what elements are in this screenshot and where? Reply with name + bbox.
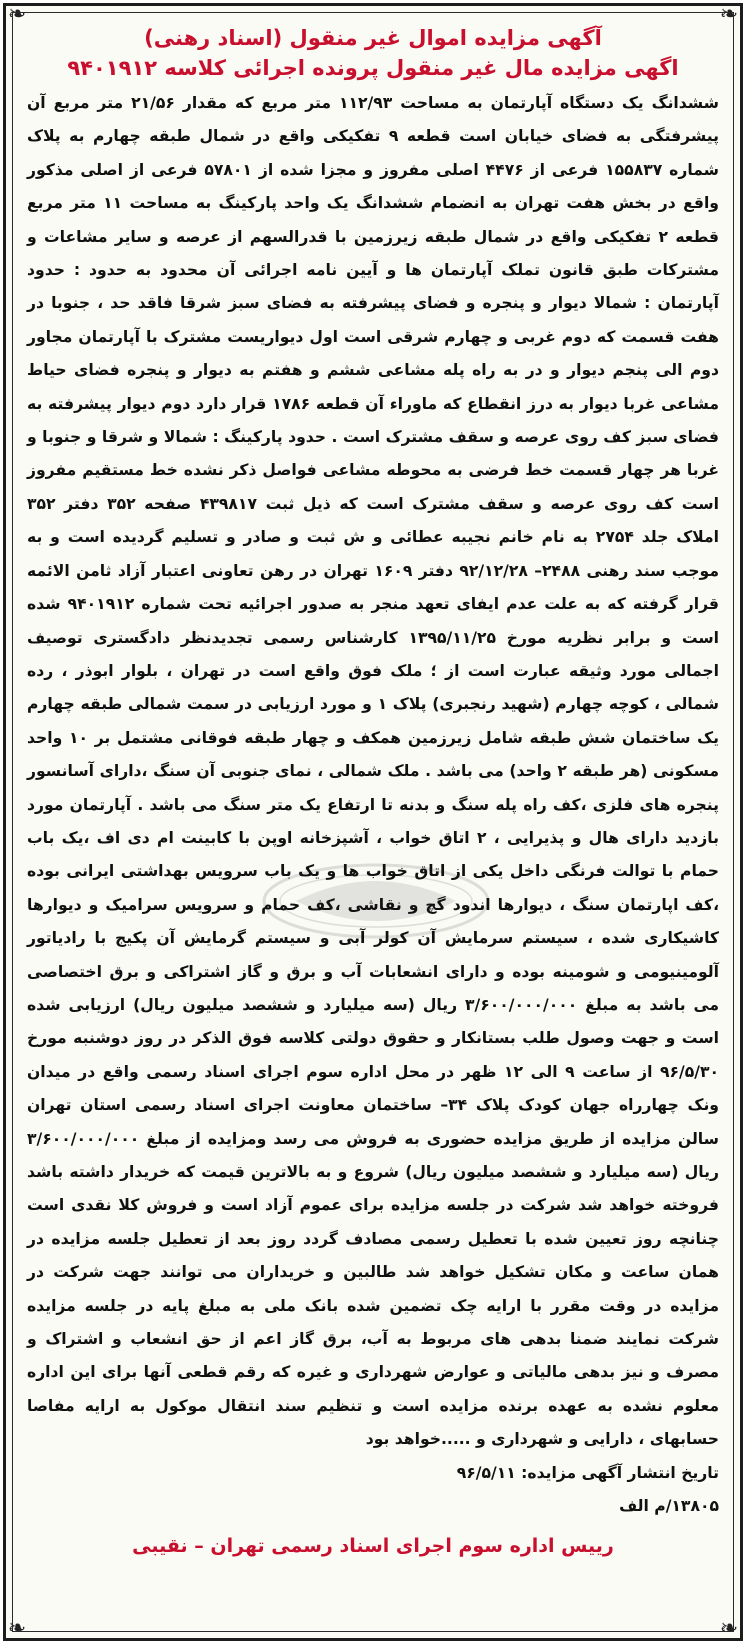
notice-subtitle: اگهی مزایده مال غیر منقول پرونده اجرائی کلاسه ۹۴۰۱۹۱۲: [67, 56, 679, 80]
notice-inner-frame: [12, 12, 734, 1632]
corner-ornament-icon: ❧: [719, 1616, 739, 1641]
corner-ornament-icon: ❧: [719, 2, 739, 27]
signature-line: رییس اداره سوم اجرای اسناد رسمی تهران – نقیبی: [132, 1535, 614, 1558]
reference-code: ۱۳۸۰۵/م الف: [619, 1497, 719, 1516]
notice-frame: [3, 3, 743, 1641]
publish-date: تاریخ انتشار آگهی مزایده: ۹۶/۵/۱۱: [456, 1463, 719, 1482]
notice-body: ششدانگ یک دستگاه آپارتمان به مساحت ۱۱۲/۹۳ متر مربع که مقدار ۲۱/۵۶ متر مربع آن پیشرفتگی به فضای خیابان است قطعه ۹ تفکیکی واقع در شمال طبقه چهارم به پلاک شماره ۱۵۵۸۳۷ فرعی از ۴۴۷۶ اصلی مفروز و مجزا شده از ۵۷۸۰۱ فرعی از اصلی مذکور واقع در بخش هفت تهران به انضمام ششدانگ یک واحد پارکینگ به مساحت ۱۱ متر مربع قطعه ۲ تفکیکی واقع در شمال طبقه زیرزمین با قدرالسهم از عرصه و سایر مشاعات و مشترکات طبق قانون تملک آپارتمان ها و آیین نامه اجرائی آن محدود به حدود : حدود آپارتمان : شمالا دیوار و پنجره و فضای پیشرفته به فضای سبز شرقا فاقد حد ، جنوبا در هفت قسمت که دوم غربی و چهارم شرقی است اول دیواریست مشترک با آپارتمان مجاور دوم الی پنجم دیوار و در به راه پله مشاعی ششم و هفتم به دیوار و پنجره فضای حیاط مشاعی غربا دیوار به درز انقطاع که ماوراء آن قطعه ۱۷۸۶ قرار دارد دوم دیوار پیشرفته به فضای سبز کف روی عرصه و سقف مشترک است . حدود پارکینگ : شمالا و شرقا و جنوبا و غربا هر چهار قسمت خط فرضی به محوطه مشاعی فواصل ذکر نشده خط مستقیم مفروز است کف روی عرصه و سقف مشترک است که ذیل ثبت ۴۳۹۸۱۷ صفحه ۳۵۲ دفتر ۳۵۲ املاک جلد ۲۷۵۴ به نام خانم نجیبه عطائی و ش ثبت و صادر و تسلیم گردیده است و به موجب سند رهنی ۲۴۸۸– ۹۲/۱۲/۲۸ دفتر ۱۶۰۹ تهران در رهن تعاونی اعتبار آزاد ثامن الائمه قرار گرفته که به علت عدم ایفای تعهد منجر به صدور اجرائیه تحت شماره ۹۴۰۱۹۱۲ شده است و برابر نظریه مورخ ۱۳۹۵/۱۱/۲۵ کارشناس رسمی تجدیدنظر دادگستری توصیف اجمالی مورد وثیقه عبارت است از ؛ ملک فوق واقع است در تهران ، بلوار ابوذر ، رده شمالی ، کوچه چهارم (شهید رنجبری) پلاک ۱ و مورد ارزیابی در سمت شمالی طبقه چهارم یک ساختمان شش طبقه شامل زیرزمین همکف و چهار طبقه فوقانی مشتمل بر ۱۰ واحد مسکونی (هر طبقه ۲ واحد) می باشد . ملک شمالی ، نمای جنوبی آن سنگ ،دارای آسانسور پنجره های فلزی ،کف راه پله سنگ و بدنه تا ارتفاع یک متر سنگ می باشد . آپارتمان مورد بازدید دارای هال و پذیرایی ، ۲ اتاق خواب ، آشپزخانه اوپن با کابینت ام دی اف ،یک باب حمام با توالت فرنگی داخل یکی از اتاق خواب ها و یک باب سرویس بهداشتی ایرانی بوده ،کف اپارتمان سنگ ، دیوارها اندود گچ و نقاشی ،کف حمام و سرویس سرامیک و دیوارها کاشیکاری شده ، سیستم سرمایش آن کولر آبی و سیستم گرمایش آن پکیج با رادیاتور آلومینیومی و شومینه بوده و دارای انشعابات آب و برق و گاز اشتراکی و برق اختصاصی می باشد به مبلغ ۳/۶۰۰/۰۰۰/۰۰۰ ریال (سه میلیارد و ششصد میلیون ریال) ارزیابی شده است و جهت وصول طلب بستانکار و حقوق دولتی کلاسه فوق الذکر در روز دوشنبه مورخ ۹۶/۵/۳۰ از ساعت ۹ الی ۱۲ ظهر در محل اداره سوم اجرای اسناد رسمی واقع در میدان ونک چهارراه جهان کودک پلاک ۳۴– ساختمان معاونت اجرای اسناد رسمی استان تهران سالن مزایده از طریق مزایده حضوری به فروش می رسد ومزایده از مبلغ ۳/۶۰۰/۰۰۰/۰۰۰ ریال (سه میلیارد و ششصد میلیون ریال) شروع و به بالاترین قیمت که خریدار داشته باشد فروخته خواهد شد شرکت در جلسه مزایده برای عموم آزاد است و فروش کلا نقدی است چنانچه روز تعیین شده با تعطیل رسمی مصادف گردد روز بعد از تعطیل جلسه مزایده در همان ساعت و مکان تشکیل خواهد شد طالبین و خریداران می توانند جهت شرکت در مزایده در وقت مقرر با ارایه چک تضمین شده بانک ملی به مبلغ پایه در جلسه مزایده شرکت نمایند ضمنا بدهی های مربوط به آب، برق گاز اعم از حق انشعاب و اشتراک و مصرف و نیز بدهی مالیاتی و عوارض شهرداری و غیره که رقم قطعی آنها برای این اداره معلوم نشده به عهده برنده مزایده است و تنظیم سند انتقال موکول به ارایه مفاصا حسابهای ، دارایی و شهرداری و .....خواهد بود: [27, 94, 720, 1449]
notice-title: آگهی مزایده اموال غیر منقول (اسناد رهنی): [144, 26, 602, 50]
notice-header: [27, 23, 719, 83]
corner-ornament-icon: ❧: [7, 2, 27, 27]
corner-ornament-icon: ❧: [7, 1616, 27, 1641]
